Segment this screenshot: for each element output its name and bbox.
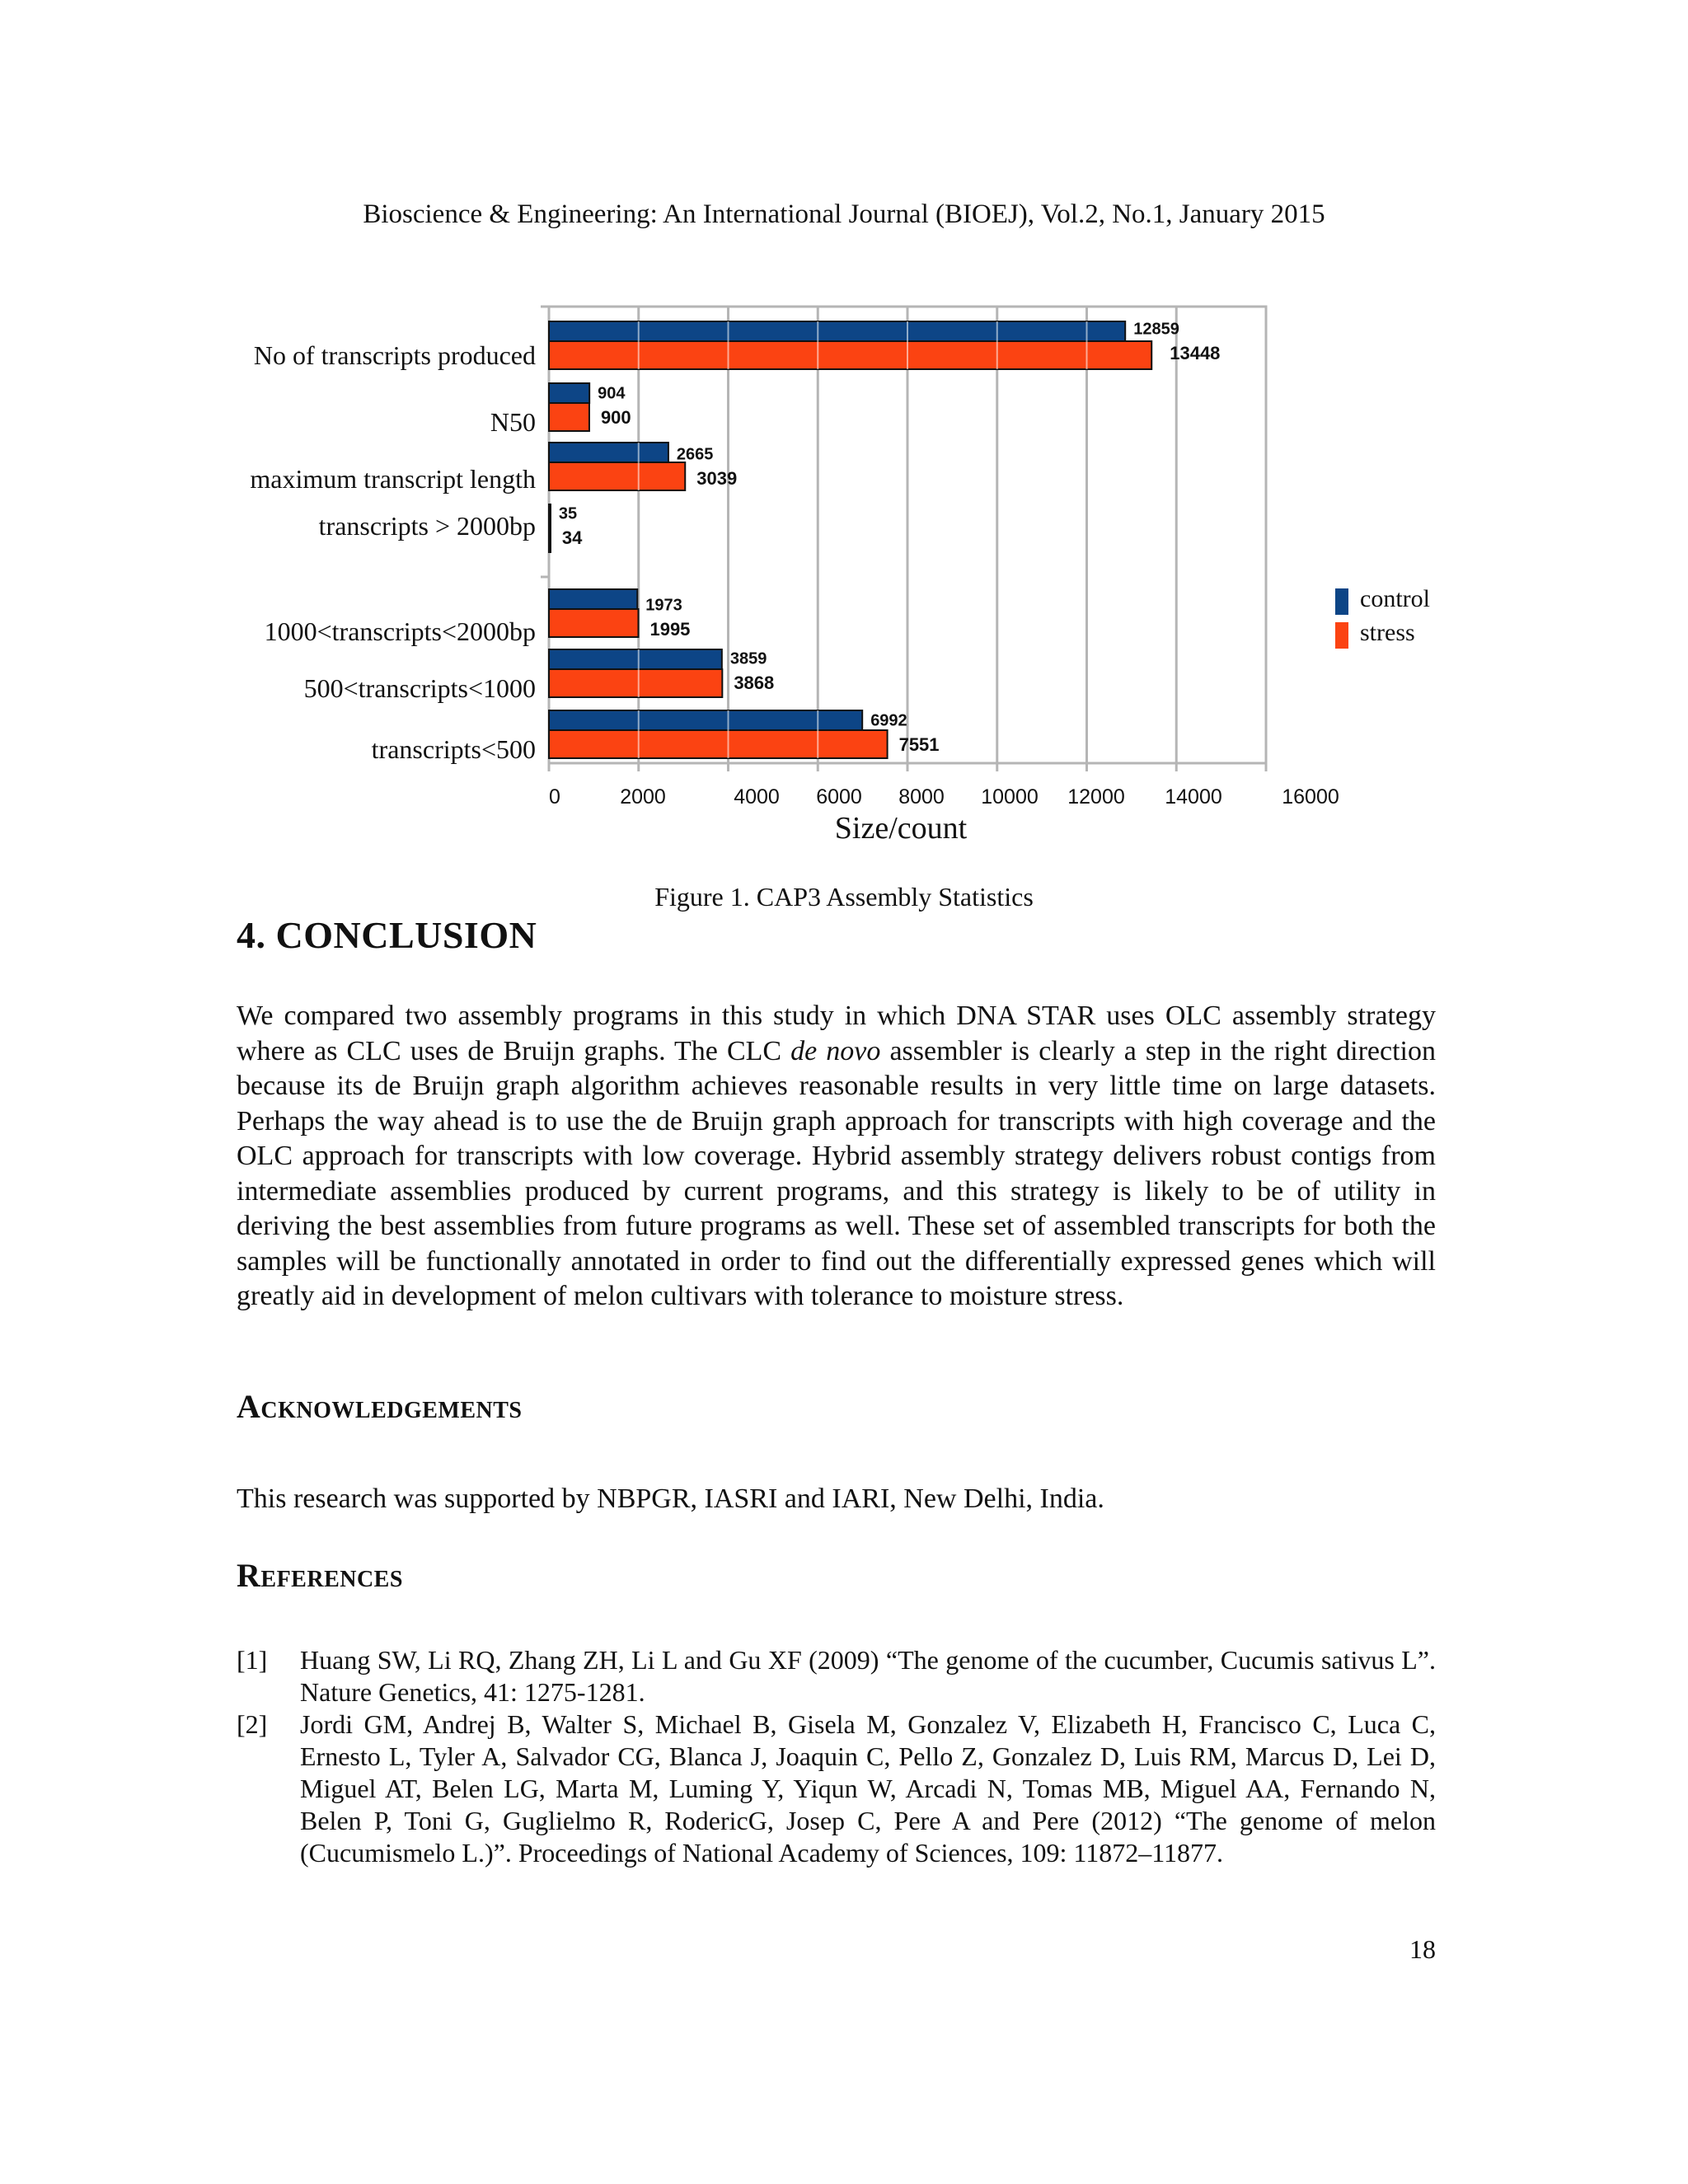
stress-value-label: 3868 (734, 672, 775, 693)
figure-caption: Figure 1. CAP3 Assembly Statistics (654, 882, 1034, 912)
category-label: transcripts > 2000bp (318, 511, 536, 541)
conclusion-text-b: assembler is clearly a step in the right direction because its de Bruijn graph algorithm achieves reasonable results in very little time on large datasets. Perhaps the way ahead is to use the de Bruijn graph approach for transcripts with high coverage and the OLC approach for transcripts with low coverage. Hybrid assembly strategy delivers robust contigs from intermediate assemblies produced by current programs, and this strategy is likely to be of utility in deriving the best assemblies from future programs as well. These set of assembled transcripts for both the samples will be functionally annotated in order to find out the differentially expressed genes which will greatly aid in development of melon cultivars with tolerance to moisture stress. (237, 1035, 1436, 1311)
x-tick-label: 14000 (1165, 785, 1222, 808)
control-value-label: 1973 (645, 596, 682, 615)
category-label: transcripts<500 (371, 734, 536, 764)
category-label: maximum transcript length (250, 464, 536, 494)
stress-value-label: 13448 (1170, 342, 1221, 363)
x-tick-label: 16000 (1282, 785, 1339, 808)
reference-list (237, 1644, 1436, 1869)
legend-swatch (1335, 588, 1348, 615)
x-axis-title: Size/count (834, 811, 968, 846)
page-number: 18 (1409, 1934, 1436, 1964)
legend-label: control (1360, 585, 1430, 612)
conclusion-paragraph (237, 999, 1436, 1315)
category-label: 1000<transcripts<2000bp (264, 616, 536, 646)
control-bar (549, 649, 722, 669)
stress-value-label: 1995 (649, 618, 691, 640)
running-head: Bioscience & Engineering: An International Journal (BIOEJ), Vol.2, No.1, January 2015 (363, 199, 1325, 229)
control-bar (549, 504, 551, 524)
reference-item (237, 1644, 1436, 1708)
legend-swatch (1335, 622, 1348, 649)
stress-value-label: 3039 (696, 467, 738, 489)
stress-bar (549, 609, 638, 637)
x-tick-label: 8000 (898, 785, 945, 808)
conclusion-text-a: We compared two assembly programs in this study in which DNA STAR uses OLC assembly strategy where as CLC uses de Bruijn graphs. The CLC (237, 1001, 1436, 1066)
x-tick-label: 12000 (1067, 785, 1125, 808)
control-value-label: 6992 (870, 711, 907, 730)
stress-bar (549, 462, 685, 490)
stress-value-label: 7551 (898, 733, 940, 755)
reference-number: [1] (237, 1645, 268, 1675)
stress-bar (549, 524, 551, 552)
category-label: No of transcripts produced (253, 340, 536, 370)
legend-label: stress (1360, 619, 1415, 646)
assembly-statistics-chart (0, 0, 1688, 874)
acknowledgements-text: This research was supported by NBPGR, IASRI and IARI, New Delhi, India. (237, 1483, 1104, 1514)
stress-value-label: 34 (561, 527, 583, 548)
stress-bar (549, 669, 722, 697)
category-label: N50 (490, 407, 536, 437)
acknowledgements-heading: Acknowledgements (237, 1388, 523, 1425)
stress-bar (549, 730, 888, 758)
control-value-label: 35 (558, 504, 578, 523)
x-tick-label: 10000 (981, 785, 1039, 808)
x-tick-label: 0 (549, 785, 560, 808)
category-label: 500<transcripts<1000 (303, 673, 536, 703)
reference-number: [2] (237, 1709, 268, 1739)
stress-value-label: 900 (600, 406, 631, 428)
stress-bar (549, 403, 589, 431)
x-tick-label: 2000 (620, 785, 666, 808)
control-bar (549, 383, 589, 403)
reference-text: Jordi GM, Andrej B, Walter S, Michael B, Gisela M, Gonzalez V, Elizabeth H, Francisco C, Luca C, Ernesto L, Tyler A, Salvador CG, Blanca J, Joaquin C, Pello Z, Gonzalez D, Luis RM, Marcus D, Lei D, Miguel AT, Belen LG, Marta M, Luming Y, Yiqun W, Arcadi N, Tomas MB, Miguel AA, Fernando N, Belen P, Toni G, Guglielmo R, RodericG, Josep C, Pere A and Pere (2012) “The genome of melon (Cucumismelo L.)”. Proceedings of National Academy of Sciences, 109: 11872–11877. (300, 1709, 1436, 1868)
control-value-label: 3859 (729, 649, 767, 668)
control-value-label: 2665 (676, 445, 714, 464)
control-bar (549, 321, 1125, 341)
reference-item (237, 1708, 1436, 1869)
x-tick-label: 6000 (816, 785, 862, 808)
x-tick-label: 4000 (734, 785, 780, 808)
control-value-label: 12859 (1133, 320, 1179, 339)
control-bar (549, 443, 668, 462)
control-bar (549, 710, 862, 730)
conclusion-heading: 4. CONCLUSION (237, 914, 537, 956)
control-bar (549, 589, 637, 609)
reference-text: Huang SW, Li RQ, Zhang ZH, Li L and Gu XF (2009) “The genome of the cucumber, Cucumis sativus L”. Nature Genetics, 41: 1275-1281. (300, 1645, 1436, 1707)
references-heading: References (237, 1557, 403, 1594)
control-value-label: 904 (598, 384, 626, 403)
conclusion-italic-term: de novo (790, 1035, 881, 1066)
